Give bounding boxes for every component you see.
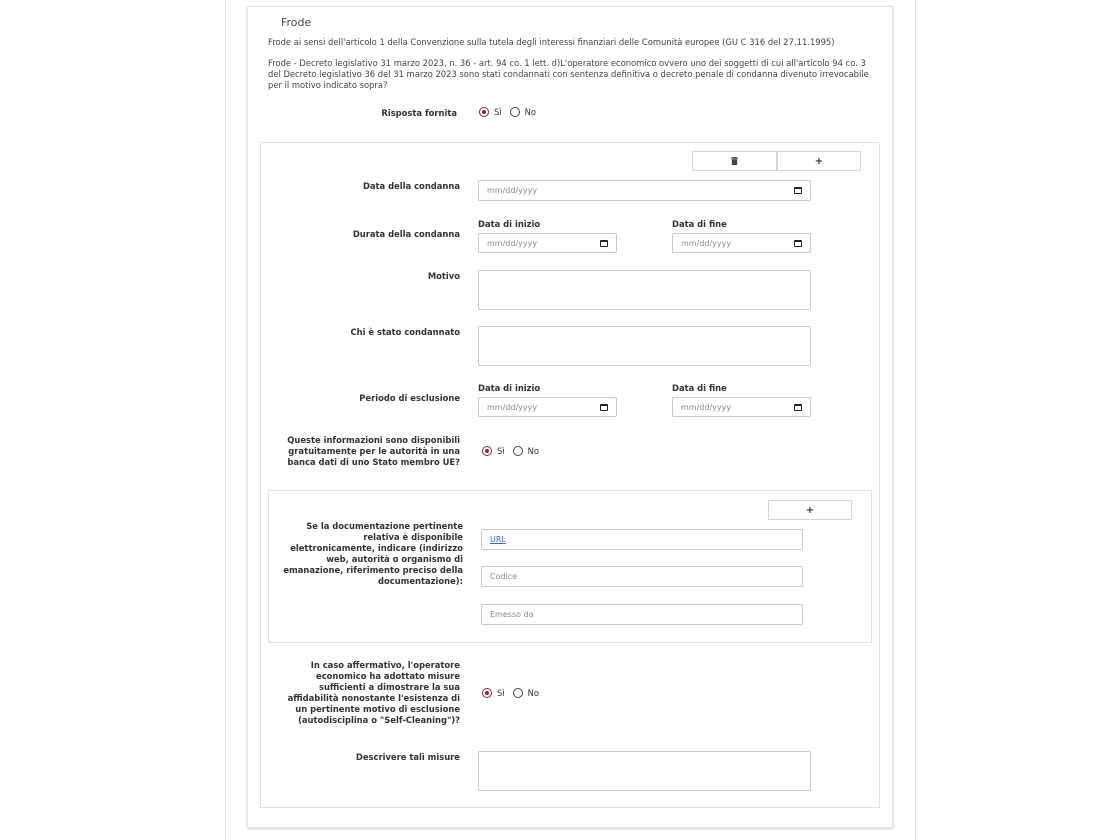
conviction-date-label: Data della condanna [362,181,460,191]
free-info-no-radio[interactable] [513,446,523,456]
issuer-input[interactable]: Emesso da [481,604,803,625]
duration-start-label: Data di inizio [478,219,541,229]
selfclean-radio-group [482,688,547,698]
calendar-icon[interactable] [600,404,608,411]
add-documentation-button[interactable]: + [768,500,852,520]
free-info-yes-radio[interactable] [482,446,492,456]
describe-measures-label: Descrivere tali misure [355,752,460,762]
section-title: Frode [281,16,312,29]
exclusion-label: Periodo di esclusione [359,393,460,403]
duration-end-input[interactable]: mm/dd/yyyy [672,233,811,253]
add-button[interactable]: + [777,151,861,171]
conviction-date-input[interactable]: mm/dd/yyyy [478,180,811,201]
answer-yes-radio[interactable] [479,107,489,117]
free-info-no-label: No [527,446,540,456]
section-description: Frode ai sensi dell'articolo 1 della Convenzione sulla tutela degli interessi finanziari delle Comunità europee (GU C 316 del 27.11.1995) [268,37,835,47]
selfclean-no-label: No [527,688,540,698]
free-info-radio-group [482,446,547,456]
calendar-icon[interactable] [794,240,802,247]
answer-no-radio[interactable] [510,107,520,117]
selfclean-no-radio[interactable] [513,688,523,698]
free-info-yes-label: Sì [497,446,505,456]
answer-no-label: No [524,107,537,117]
section-question: Frode - Decreto legislativo 31 marzo 2023, n. 36 - art. 94 co. 1 lett. d)L'operatore economico ovvero uno dei soggetti di cui all'articolo 94 co. 3 del Decreto legislativo 36 del 31 marzo 2023 sono stati condannati con sentenza definitiva o decreto penale di condanna divenuto irrevocabile per il motivo indicato sopra? [268,58,869,90]
duration-start-input[interactable]: mm/dd/yyyy [478,233,617,253]
reason-label: Motivo [427,271,460,281]
free-info-label: Queste informazioni sono disponibili gratuitamente per le autorità in una banca dati di uno Stato membro UE? [287,435,460,467]
url-input[interactable]: URL [481,529,803,550]
duration-label: Durata della condanna [352,229,460,239]
exclusion-start-label: Data di inizio [478,383,541,393]
selfclean-label: In caso affermativo, l'operatore economico ha adottato misure sufficienti a dimostrare la sua affidabilità nonostante l'esistenza di un pertinente motivo di esclusione (autodisciplina o "Self-Cleaning")? [287,660,460,725]
exclusion-end-label: Data di fine [672,383,727,393]
calendar-icon[interactable] [794,404,802,411]
convicted-textarea[interactable] [478,326,811,366]
exclusion-end-input[interactable]: mm/dd/yyyy [672,397,811,417]
reason-textarea[interactable] [478,270,811,310]
documentation-label: Se la documentazione pertinente relativa è disponibile elettronicamente, indicare (indirizzo web, autorità o organismo di emanazione, riferimento preciso della documentazione): [283,521,463,586]
duration-end-label: Data di fine [672,219,727,229]
answer-label: Risposta fornita [381,108,457,118]
trash-icon [731,157,738,165]
code-input[interactable]: Codice [481,566,803,587]
convicted-label: Chi è stato condannato [350,327,460,337]
answer-radio-group [479,107,544,117]
describe-measures-textarea[interactable] [478,751,811,791]
calendar-icon[interactable] [794,187,802,194]
exclusion-start-input[interactable]: mm/dd/yyyy [478,397,617,417]
selfclean-yes-radio[interactable] [482,688,492,698]
delete-button[interactable] [692,151,777,171]
answer-yes-label: Sì [494,107,502,117]
calendar-icon[interactable] [600,240,608,247]
selfclean-yes-label: Sì [497,688,505,698]
